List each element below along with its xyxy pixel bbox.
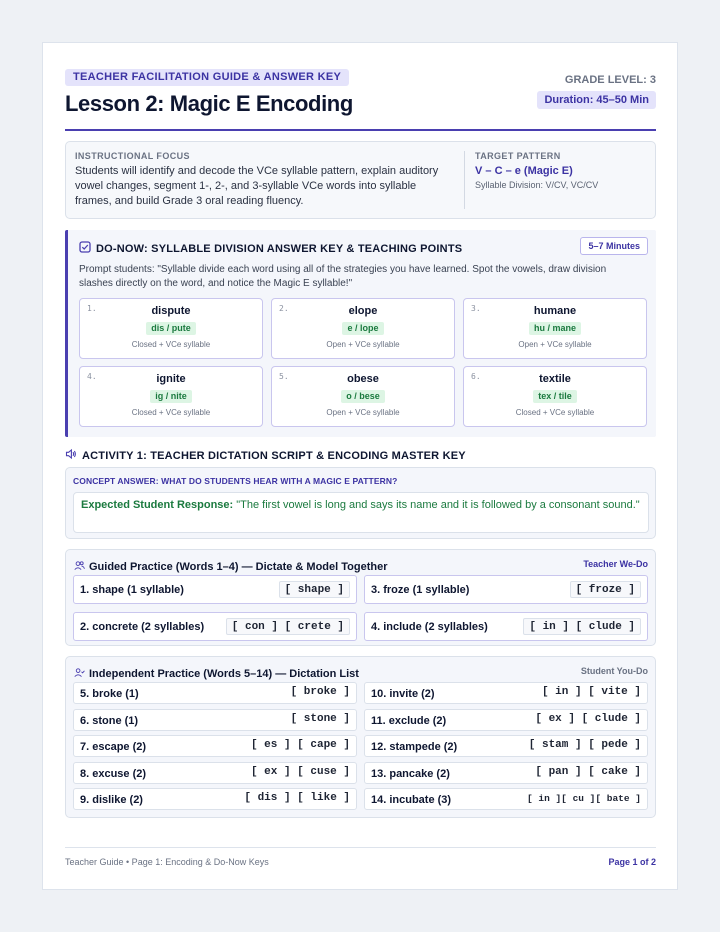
speaker-icon: [65, 447, 77, 465]
card-number: 3.: [471, 304, 481, 313]
card-syllable-type: Closed + VCe syllable: [131, 408, 211, 417]
focus-text: Students will identify and decode the VCe syllable pattern, explain auditory vowel changes, segment 1-, 2-, and 3-syllable VCe words into syllable frames, and build Grade 3 oral reading fluency.: [75, 165, 439, 207]
card-number: 1.: [87, 304, 97, 313]
guided-practice-panel: [65, 549, 656, 646]
card-syllable-type: Open + VCe syllable: [326, 340, 400, 349]
card-word: dispute: [151, 305, 191, 317]
user-check-icon: [74, 665, 85, 683]
focus-divider: [464, 151, 465, 209]
dictation-item: [73, 735, 357, 757]
item-label: 8. excuse (2): [80, 768, 147, 780]
card-division: tex / tile: [533, 390, 577, 403]
guided-item: [73, 575, 357, 604]
page-footer: [65, 847, 656, 871]
guided-item: [364, 612, 648, 641]
item-key: [ in ] [ vite ]: [541, 686, 641, 698]
item-label: 5. broke (1): [80, 688, 139, 700]
item-label: 1. shape (1 syllable): [80, 584, 184, 596]
card-syllable-type: Closed + VCe syllable: [131, 340, 211, 349]
card-division: hu / mane: [529, 322, 581, 335]
grade-level: GRADE LEVEL: 3: [564, 74, 656, 86]
card-word: obese: [347, 373, 379, 385]
item-key: [ ex ] [ clude ]: [535, 713, 641, 725]
item-label: 2. concrete (2 syllables): [80, 621, 205, 633]
item-key: [ stam ] [ pede ]: [528, 739, 641, 751]
card-division: ig / nite: [150, 390, 192, 403]
item-label: 6. stone (1): [80, 715, 139, 727]
worksheet-page: [42, 42, 678, 890]
dictation-item: [73, 788, 357, 810]
item-key: [ pan ] [ cake ]: [535, 766, 641, 778]
response-label: Expected Student Response:: [81, 499, 234, 511]
time-badge: 5–7 Minutes: [580, 237, 648, 255]
pattern-label: TARGET PATTERN: [475, 151, 561, 161]
guided-item: [364, 575, 648, 604]
word-card: [79, 366, 263, 427]
card-number: 6.: [471, 372, 481, 381]
activity-heading: [65, 447, 466, 465]
response-text: "The first vowel is long and says its name and it is followed by a consonant sound.": [236, 499, 640, 511]
page-header: [65, 69, 656, 131]
do-now-prompt: Prompt students: "Syllable divide each word using all of the strategies you have learned. Spot the vowels, draw division slashes directly on the word, and notice the Magic E syllable!": [79, 264, 607, 289]
item-key: [ broke ]: [290, 686, 350, 698]
item-key: [ stone ]: [290, 713, 350, 725]
users-icon: [74, 558, 85, 576]
independent-title: Independent Practice (Words 5–14) — Dictation List: [89, 668, 359, 680]
target-pattern: V – C – e (Magic E): [475, 165, 573, 177]
item-label: 9. dislike (2): [80, 794, 143, 806]
item-key: [ dis ] [ like ]: [244, 792, 350, 804]
card-syllable-type: Open + VCe syllable: [326, 408, 400, 417]
dictation-item: [364, 735, 648, 757]
card-syllable-type: Open + VCe syllable: [518, 340, 592, 349]
do-now-title: DO-NOW: SYLLABLE DIVISION ANSWER KEY & TEACHING POINTS: [96, 243, 463, 255]
instructional-focus-panel: [65, 141, 656, 219]
card-number: 5.: [279, 372, 289, 381]
item-key: [ in ][ cu ][ bate ]: [526, 793, 641, 804]
item-label: 12. stampede (2): [371, 741, 458, 753]
card-division: dis / pute: [146, 322, 196, 335]
dictation-item: [73, 682, 357, 704]
card-word: elope: [348, 305, 378, 317]
item-key: [ ex ] [ cuse ]: [250, 766, 350, 778]
item-label: 4. include (2 syllables): [371, 621, 488, 633]
footer-label: Teacher Guide • Page 1: Encoding & Do-Now Keys: [65, 857, 269, 867]
word-card: [271, 298, 455, 359]
card-division: e / lope: [342, 322, 383, 335]
item-key: [ shape ]: [279, 581, 350, 598]
card-word: ignite: [156, 373, 186, 385]
checkbox-icon: [79, 240, 91, 258]
item-label: 13. pancake (2): [371, 768, 450, 780]
concept-answer-panel: [65, 467, 656, 539]
item-key: [ froze ]: [570, 581, 641, 598]
word-card: [79, 298, 263, 359]
duration-badge: Duration: 45–50 Min: [537, 91, 656, 109]
card-syllable-type: Closed + VCe syllable: [515, 408, 595, 417]
card-number: 4.: [87, 372, 97, 381]
dictation-item: [364, 788, 648, 810]
word-card: [463, 298, 647, 359]
guided-title: Guided Practice (Words 1–4) — Dictate & Model Together: [89, 561, 388, 573]
guided-item: [73, 612, 357, 641]
card-word: humane: [533, 305, 577, 317]
card-division: o / bese: [341, 390, 385, 403]
page-title: Lesson 2: Magic E Encoding: [65, 91, 353, 116]
item-label: 10. invite (2): [371, 688, 435, 700]
item-label: 11. exclude (2): [371, 715, 447, 727]
item-key: [ es ] [ cape ]: [250, 739, 350, 751]
guided-tag: Teacher We-Do: [583, 559, 648, 569]
activity-title: ACTIVITY 1: TEACHER DICTATION SCRIPT & ENCODING MASTER KEY: [82, 450, 466, 462]
item-key: [ con ] [ crete ]: [226, 618, 350, 635]
do-now-section: [65, 230, 656, 437]
guide-eyebrow: TEACHER FACILITATION GUIDE & ANSWER KEY: [65, 69, 349, 86]
item-key: [ in ] [ clude ]: [523, 618, 641, 635]
expected-response-box: [73, 492, 649, 533]
dictation-item: [73, 762, 357, 784]
dictation-item: [73, 709, 357, 731]
dictation-item: [364, 682, 648, 704]
syllable-division-note: Syllable Division: V/CV, VC/CV: [475, 180, 599, 190]
page-number: Page 1 of 2: [608, 857, 656, 867]
word-card: [271, 366, 455, 427]
card-word: textile: [539, 373, 571, 385]
word-card: [463, 366, 647, 427]
dictation-item: [364, 709, 648, 731]
independent-practice-panel: [65, 656, 656, 818]
dictation-item: [364, 762, 648, 784]
item-label: 7. escape (2): [80, 741, 147, 753]
focus-label: INSTRUCTIONAL FOCUS: [75, 151, 190, 161]
concept-question: CONCEPT ANSWER: WHAT DO STUDENTS HEAR WITH A MAGIC E PATTERN?: [73, 476, 398, 486]
item-label: 3. froze (1 syllable): [371, 584, 470, 596]
item-label: 14. incubate (3): [371, 794, 452, 806]
card-number: 2.: [279, 304, 289, 313]
independent-tag: Student You-Do: [580, 666, 648, 676]
